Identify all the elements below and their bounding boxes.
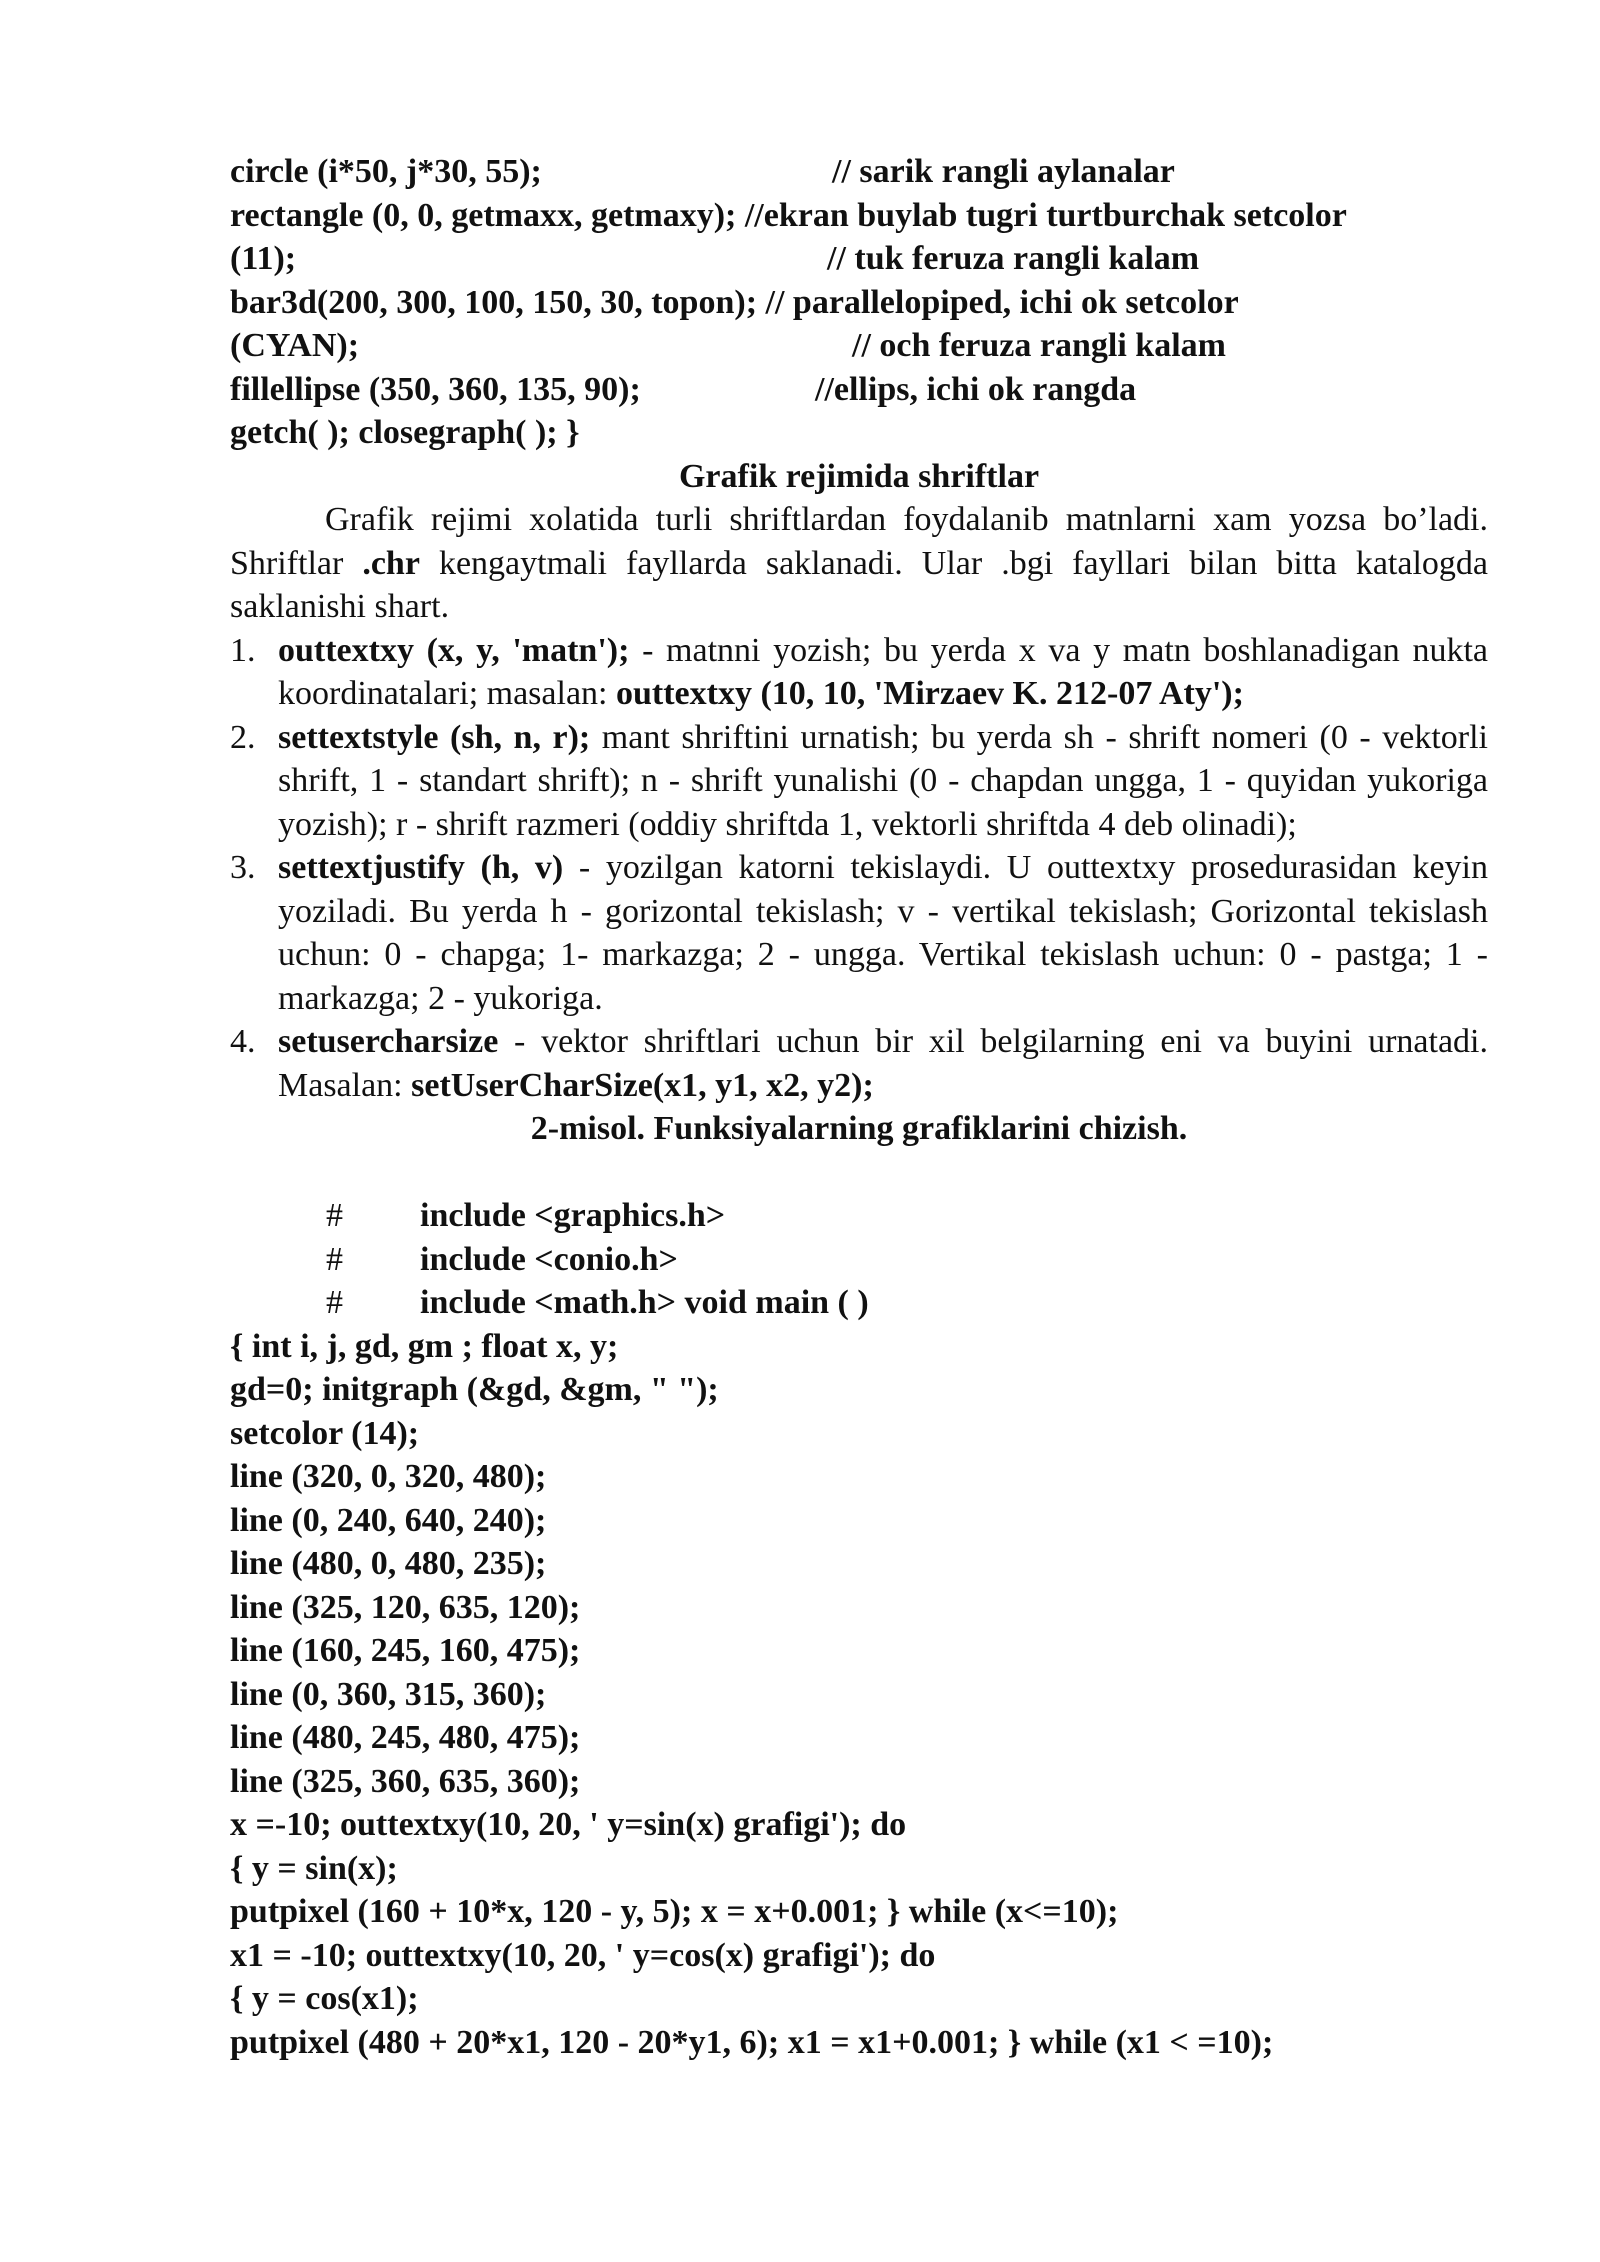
intro-text: kengaytmali fayllarda saklanadi. Ular .bgi fayllari bilan bitta katalogda saklanishi shart. [230,544,1488,625]
list-text: - vektor shriftlari uchun bir xil belgilarning eni va buyini urnatadi. Masalan: [278,1023,1488,1104]
code-line [230,194,1488,238]
code-line: { y = sin(x); [230,1849,398,1887]
code-text: (11); [230,240,297,277]
code-line: gd=0; initgraph (&gd, &gm, " "); [230,1371,719,1408]
code-line: line (480, 0, 480, 235); [230,1545,547,1582]
spacer [230,1151,1488,1195]
intro-text: Grafik rejimi xolatida turli shriftlardan foydalanib matnlarni xam yozsa bo’ladi. Shriftlar [230,501,1488,582]
code-text: rectangle (0, 0, getmaxx, getmaxy); //ekran buylab tugri turtburchak setcolor [230,196,1347,234]
code-line: line (480, 245, 480, 475); [230,1719,581,1756]
function-signature: settextjustify (h, v) [278,849,564,886]
intro-paragraph [230,498,1488,629]
include-line [230,1194,1488,1238]
example-code: outtextxy (10, 10, 'Mirzaev K. 212-07 Aty'); [616,675,1244,712]
code-line [230,368,1488,412]
code-comment: //ellips, ichi ok rangda [815,370,1137,408]
function-signature: settextstyle (sh, n, r); [278,718,591,756]
include-text: include <graphics.h> [420,1197,726,1234]
code-line: putpixel (160 + 10*x, 120 - y, 5); x = x+0.001; } while (x<=10); [230,1893,1119,1930]
list-number: 2. [230,718,256,756]
function-signature: outtextxy (x, y, 'matn'); [278,631,630,669]
code-comment: // sarik rangli aylanalar [832,153,1175,190]
code-line: line (0, 240, 640, 240); [230,1501,547,1539]
include-text: include <math.h> void main ( ) [420,1284,869,1321]
example-heading: 2-misol. Funksiyalarning grafiklarini chizish. [530,1110,1188,1147]
code-text: bar3d(200, 300, 100, 150, 30, topon); // parallelopiped, ichi ok setcolor [230,283,1239,321]
code-line: line (160, 245, 160, 475); [230,1632,581,1669]
list-number: 3. [230,849,256,886]
code-line [230,237,1488,281]
code-line: line (320, 0, 320, 480); [230,1458,547,1495]
top-code-block [230,150,1488,455]
example-code: setUserCharSize(x1, y1, x2, y2); [411,1066,874,1104]
list-text: mant shriftini urnatish; bu yerda sh - shrift nomeri (0 - vektorli shrift, 1 - standart shrift); n - shrift yunalishi (0 - chapdan ungga, 1 - quyidan yukoriga yozish); r - shrift razmeri (oddiy shriftda 1, vektorli shriftda 4 deb olinadi); [278,718,1489,843]
list-item [230,716,1488,847]
function-list [230,629,1488,1108]
code-line: line (325, 120, 635, 120); [230,1588,581,1626]
section-heading: Grafik rejimida shriftlar [678,457,1040,495]
code-line [230,281,1488,325]
list-item [230,629,1488,716]
code-comment: // tuk feruza rangli kalam [827,240,1200,277]
code-line [230,411,1488,455]
include-line [230,1281,1488,1325]
function-signature: setusercharsize [278,1023,499,1060]
code-line: line (325, 360, 635, 360); [230,1762,581,1800]
code-line: line (0, 360, 315, 360); [230,1675,547,1713]
list-number: 1. [230,631,256,669]
code-comment: // och feruza rangli kalam [852,327,1226,364]
list-item [230,1020,1488,1107]
intro-extension: .chr [362,544,420,582]
code-text: getch( ); closegraph( ); } [230,414,580,451]
document-page [230,150,1488,2064]
hash-symbol: # [326,1240,343,1278]
code-line: x =-10; outtextxy(10, 20, ' y=sin(x) grafigi'); do [230,1806,907,1843]
code-line [230,150,1488,194]
code-text: fillellipse (350, 360, 135, 90); [230,370,641,408]
list-text: - matnni yozish; bu yerda x va y matn boshlanadigan nukta koordinatalari; masalan: [278,631,1488,712]
include-line [230,1238,1488,1282]
code-line: { int i, j, gd, gm ; float x, y; [230,1327,619,1365]
code-line [230,324,1488,368]
list-number: 4. [230,1023,256,1060]
code-line: { y = cos(x1); [230,1980,419,2017]
list-text: - yozilgan katorni tekislaydi. U outtextxy prosedurasidan keyin yoziladi. Bu yerda h - gorizontal tekislash; v - vertikal tekislash; Gorizontal tekislash uchun: 0 - chapga; 1- markazga; 2 - ungga. Vertikal tekislash uchun: 0 - pastga; 1 - markazga; 2 - yukoriga. [278,849,1488,1017]
list-item [230,846,1488,1020]
hash-symbol: # [326,1197,343,1234]
code-text: circle (i*50, j*30, 55); [230,153,542,190]
hash-symbol: # [326,1284,343,1321]
include-block [230,1194,1488,1325]
code-text: (CYAN); [230,327,360,364]
code-line: x1 = -10; outtextxy(10, 20, ' y=cos(x) grafigi'); do [230,1936,936,1974]
code-line: putpixel (480 + 20*x1, 120 - 20*y1, 6); x1 = x1+0.001; } while (x1 < =10); [230,2023,1274,2061]
code-line: setcolor (14); [230,1414,420,1452]
include-text: include <conio.h> [420,1240,678,1278]
code-block [230,1325,1488,2065]
